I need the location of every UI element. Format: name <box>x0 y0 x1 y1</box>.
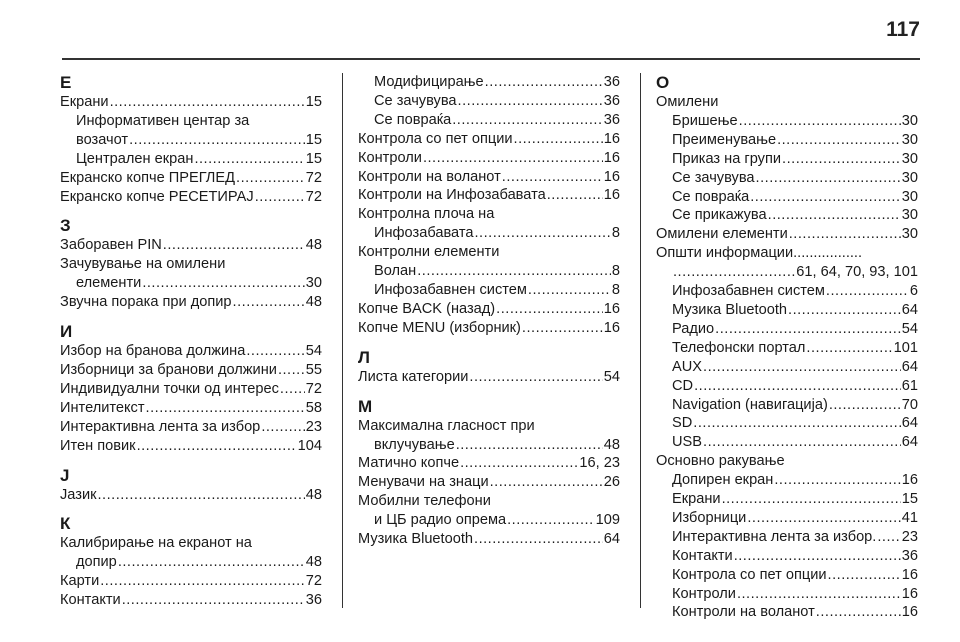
index-entry-heading: Контролна плоча на <box>358 206 495 223</box>
index-letter-heading: З <box>60 216 71 236</box>
leader-dots <box>233 293 305 312</box>
index-letter-heading: Ј <box>60 465 70 485</box>
leader-dots <box>502 168 603 187</box>
leader-dots <box>417 262 611 281</box>
index-page-ref: 16 <box>603 149 620 166</box>
index-letter-heading: И <box>60 322 73 342</box>
leader-dots <box>423 149 603 168</box>
index-entry-label: Централен екран <box>76 150 194 167</box>
index-page-ref: 6 <box>909 283 918 300</box>
index-letter-heading: М <box>358 396 373 416</box>
index-page-ref: 41 <box>901 509 918 526</box>
index-entry-label: Приказ на групи <box>672 150 782 167</box>
index-entry <box>656 471 918 490</box>
index-page-ref: 64 <box>901 415 918 432</box>
index-entry <box>358 511 620 530</box>
index-page-ref: 16 <box>603 300 620 317</box>
index-page-ref: 30 <box>305 275 322 292</box>
index-entry-label: допир <box>76 554 117 571</box>
index-page-ref: 48 <box>305 237 322 254</box>
leader-dots <box>756 169 901 188</box>
index-entry <box>358 300 620 319</box>
index-entry <box>656 509 918 528</box>
leader-dots <box>877 528 900 547</box>
index-entry <box>60 131 322 150</box>
index-entry-label: Контрола со пет опции <box>358 130 513 147</box>
index-entry-label: Телефонски портал <box>672 339 806 356</box>
index-entry <box>60 274 322 293</box>
index-page-ref: 48 <box>305 294 322 311</box>
leader-dots <box>452 111 603 130</box>
index-entry-label: Се повраќа <box>374 111 452 128</box>
leader-dots <box>122 591 305 610</box>
leader-dots <box>777 131 901 150</box>
leader-dots <box>782 150 901 169</box>
index-entry-label: Менувачи на знаци <box>358 474 489 491</box>
leader-dots <box>768 206 901 225</box>
index-entry-label: USB <box>672 434 703 451</box>
index-entry-label: Контроли на воланот <box>672 604 815 621</box>
index-entry <box>656 414 918 433</box>
index-entry-heading: Основно ракување <box>656 453 785 470</box>
index-entry <box>656 396 918 415</box>
index-entry-heading: Калибрирање на екранот на <box>60 535 252 552</box>
index-page-ref: 16 <box>603 168 620 185</box>
index-entry-label: Заборавен PIN <box>60 237 162 254</box>
index-entry <box>656 547 918 566</box>
leader-dots <box>722 490 901 509</box>
index-entry <box>60 486 322 505</box>
leader-dots <box>278 361 305 380</box>
index-entry-label: Инфозабавнен систем <box>672 283 825 300</box>
leader-dots <box>747 509 900 528</box>
index-entry-label: Копче BACK (назад) <box>358 300 496 317</box>
index-entry-label: Јазик <box>60 486 97 503</box>
index-page-ref: 30 <box>901 112 918 129</box>
index-letter-heading: Е <box>60 73 72 92</box>
leader-dots <box>734 547 901 566</box>
index-page-ref: 36 <box>603 111 620 128</box>
index-page-ref: 30 <box>901 131 918 148</box>
index-entry <box>656 320 918 339</box>
index-page-ref: 30 <box>901 169 918 186</box>
index-page-ref: 36 <box>603 92 620 109</box>
index-entry-label: Изборници за бранови должини <box>60 361 277 378</box>
leader-dots <box>788 301 901 320</box>
leader-dots <box>261 418 304 437</box>
index-column-3 <box>656 73 918 622</box>
index-entry <box>656 188 918 207</box>
leader-dots <box>110 93 305 112</box>
index-entry <box>60 188 322 207</box>
index-entry-label: Интелитекст <box>60 399 145 416</box>
index-entry <box>656 263 918 282</box>
leader-dots <box>806 339 892 358</box>
index-entry <box>60 553 322 572</box>
index-entry <box>358 319 620 338</box>
index-entry-label: Се повраќа <box>672 188 750 205</box>
index-entry <box>656 377 918 396</box>
index-page-ref: 16 <box>901 566 918 583</box>
index-page-ref: 64 <box>603 531 620 548</box>
index-page-ref: 54 <box>305 343 322 360</box>
index-letter-heading: Л <box>358 347 370 367</box>
index-entry-label: Омилени елементи <box>656 226 788 243</box>
leader-dots <box>137 437 297 456</box>
index-entry-label: Итен повик <box>60 437 136 454</box>
leader-dots <box>118 553 305 572</box>
index-page-ref: 16, 23 <box>579 455 620 472</box>
index-entry <box>358 186 620 205</box>
index-page-ref: 16 <box>603 319 620 336</box>
index-entry <box>656 112 918 131</box>
index-entry <box>60 236 322 255</box>
leader-dots <box>163 236 305 255</box>
index-page-ref: 72 <box>305 573 322 590</box>
index-entry <box>60 150 322 169</box>
leader-dots <box>693 414 900 433</box>
index-entry <box>358 149 620 168</box>
index-entry-label: Матично копче <box>358 455 460 472</box>
leader-dots <box>816 603 901 622</box>
index-entry-label: Радио <box>672 320 715 337</box>
index-page-ref: 8 <box>611 281 620 298</box>
index-entry-label: Листа категории <box>358 368 469 385</box>
index-entry-label: Контроли на воланот <box>358 168 501 185</box>
index-page-ref: 48 <box>305 486 322 503</box>
index-entry-label: Контакти <box>60 592 121 609</box>
index-page-ref: 23 <box>901 528 918 545</box>
leader-dots <box>514 130 603 149</box>
index-entry-label: Звучна порака при допир <box>60 294 232 311</box>
index-entry-label: Се прикажува <box>672 207 767 224</box>
index-entry-label: Копче MENU (изборник) <box>358 319 521 336</box>
index-entry <box>656 433 918 452</box>
index-page-ref: 36 <box>305 592 322 609</box>
index-entry <box>60 169 322 188</box>
index-entry <box>656 528 918 547</box>
index-entry-heading: Информативен центар за <box>76 112 250 129</box>
index-entry-heading: Општи информации................. <box>656 245 863 262</box>
index-entry-label: Бришење <box>672 112 738 129</box>
index-entry-label: Контакти <box>672 547 733 564</box>
index-entry-label: и ЦБ радио опрема <box>374 512 507 529</box>
index-entry-label: Контрола со пет опции <box>672 566 827 583</box>
index-entry <box>656 603 918 622</box>
leader-dots <box>826 282 909 301</box>
index-entry-label: Музика Bluetooth <box>672 301 788 318</box>
leader-dots <box>142 274 304 293</box>
index-entry-label: Допирен екран <box>672 472 774 489</box>
index-entry <box>656 150 918 169</box>
index-entry <box>656 490 918 509</box>
index-page-ref: 26 <box>603 474 620 491</box>
header-rule <box>62 58 920 60</box>
index-page-ref: 64 <box>901 434 918 451</box>
index-entry-label: Инфозабавата <box>374 225 474 242</box>
leader-dots <box>129 131 305 150</box>
column-divider <box>640 73 641 608</box>
leader-dots <box>750 188 901 207</box>
index-entry-label: Инфозабавнен систем <box>374 281 527 298</box>
index-page-ref: 72 <box>305 169 322 186</box>
column-divider <box>342 73 343 608</box>
index-entry <box>656 282 918 301</box>
index-entry <box>358 224 620 243</box>
index-entry <box>60 380 322 399</box>
index-page-ref: 30 <box>901 226 918 243</box>
index-entry-label: Интерактивна лента за избор. <box>672 528 877 545</box>
leader-dots <box>507 511 595 530</box>
index-page-ref: 23 <box>305 418 322 435</box>
index-entry <box>656 301 918 320</box>
leader-dots <box>255 188 305 207</box>
index-entry-label: елементи <box>76 275 142 292</box>
index-entry-heading: Максимална гласност при <box>358 417 535 434</box>
index-entry-label: Контроли <box>358 149 422 166</box>
leader-dots <box>829 396 901 415</box>
index-page-ref: 72 <box>305 188 322 205</box>
leader-dots <box>737 585 901 604</box>
index-entry <box>358 73 620 92</box>
leader-dots <box>97 486 304 505</box>
leader-dots <box>460 454 578 473</box>
index-page-ref: 15 <box>305 94 322 110</box>
index-page-ref: 54 <box>901 320 918 337</box>
index-entry <box>656 169 918 188</box>
index-entry-heading: Мобилни телефони <box>358 493 491 510</box>
index-entry <box>60 591 322 610</box>
index-entry-label: Интерактивна лента за избор <box>60 418 261 435</box>
index-entry <box>60 572 322 591</box>
index-entry <box>656 206 918 225</box>
index-entry <box>358 436 620 455</box>
leader-dots <box>194 150 304 169</box>
index-page-ref: 55 <box>305 361 322 378</box>
leader-dots <box>694 377 901 396</box>
leader-dots <box>496 300 603 319</box>
leader-dots <box>490 473 603 492</box>
index-entry <box>656 131 918 150</box>
index-letter-heading: К <box>60 514 71 534</box>
index-entry-label: Екрани <box>672 491 721 508</box>
index-entry <box>358 281 620 300</box>
index-page-ref: 36 <box>901 547 918 564</box>
leader-dots <box>828 566 901 585</box>
leader-dots <box>715 320 901 339</box>
leader-dots <box>236 169 305 188</box>
index-entry <box>358 111 620 130</box>
index-page-ref: 8 <box>611 263 620 280</box>
index-entry <box>358 473 620 492</box>
index-entry <box>656 358 918 377</box>
index-entry-label: Navigation (навигација) <box>672 396 828 413</box>
index-page-ref: 16 <box>901 472 918 489</box>
leader-dots <box>547 186 603 205</box>
index-page-ref: 72 <box>305 380 322 397</box>
leader-dots <box>456 436 603 455</box>
index-entry <box>656 566 918 585</box>
index-entry-label: Контроли на Инфозабавата <box>358 187 546 204</box>
leader-dots <box>522 319 603 338</box>
index-entry <box>358 262 620 281</box>
index-page-ref: 104 <box>297 437 322 454</box>
index-entry-label: возачот <box>76 131 129 148</box>
index-entry <box>656 225 918 244</box>
leader-dots <box>673 263 795 282</box>
index-entry <box>358 168 620 187</box>
index-page-ref: 64 <box>901 301 918 318</box>
index-entry <box>60 293 322 312</box>
index-entry-label: вклучување <box>374 436 455 453</box>
index-page-ref: 54 <box>603 368 620 385</box>
leader-dots <box>789 225 901 244</box>
index-letter-heading: О <box>656 73 670 92</box>
index-entry-label: Индивидуални точки од интерес <box>60 380 279 397</box>
index-entry-label: CD <box>672 377 694 394</box>
index-entry-label: Преименување <box>672 131 777 148</box>
index-entry-heading: Омилени <box>656 94 719 110</box>
index-page-ref: 30 <box>901 207 918 224</box>
leader-dots <box>774 471 900 490</box>
leader-dots <box>703 358 901 377</box>
leader-dots <box>146 399 305 418</box>
index-page-ref: 30 <box>901 150 918 167</box>
index-entry-label: Волан <box>374 263 417 280</box>
index-entry-label: Контроли <box>672 585 736 602</box>
index-page-ref: 16 <box>901 585 918 602</box>
index-page-ref: 16 <box>603 187 620 204</box>
index-entry <box>656 585 918 604</box>
index-entry <box>358 530 620 549</box>
index-page-ref: 61 <box>901 377 918 394</box>
index-page-ref: 15 <box>305 150 322 167</box>
index-entry-label: SD <box>672 415 693 432</box>
leader-dots <box>739 112 901 131</box>
index-entry-label: Екранско копче ПРЕГЛЕД <box>60 169 236 186</box>
index-entry-label: Модифицирање <box>374 74 484 90</box>
index-entry <box>358 368 620 387</box>
index-page-ref: 15 <box>901 491 918 508</box>
index-entry <box>60 361 322 380</box>
index-entry <box>60 418 322 437</box>
page-number: 117 <box>886 18 920 41</box>
leader-dots <box>246 342 304 361</box>
leader-dots <box>469 368 602 387</box>
index-column-1 <box>60 73 322 610</box>
leader-dots <box>485 73 603 92</box>
leader-dots <box>474 530 603 549</box>
index-page-ref: 58 <box>305 399 322 416</box>
leader-dots <box>474 224 610 243</box>
index-entry-label: Изборници <box>672 509 747 526</box>
index-entry <box>656 339 918 358</box>
index-entry-label: Музика Bluetooth <box>358 531 474 548</box>
leader-dots <box>458 92 603 111</box>
index-page-ref: 61, 64, 70, 93, 101 <box>796 264 918 281</box>
index-page-ref: 109 <box>595 512 620 529</box>
index-entry-label: Екранско копче РЕСЕТИРАЈ <box>60 188 254 205</box>
index-entry <box>60 399 322 418</box>
index-page-ref: 30 <box>901 188 918 205</box>
index-page-ref: 15 <box>305 131 322 148</box>
index-page-ref: 48 <box>305 554 322 571</box>
leader-dots <box>100 572 305 591</box>
index-entry <box>358 454 620 473</box>
index-page-ref: 16 <box>901 604 918 621</box>
index-entry-heading: Контролни елементи <box>358 244 500 261</box>
index-entry-label: Се зачувува <box>374 92 457 109</box>
index-page-ref: 101 <box>893 339 918 356</box>
index-entry <box>60 93 322 112</box>
index-entry-label: Екрани <box>60 94 109 110</box>
index-entry <box>358 130 620 149</box>
leader-dots <box>528 281 611 300</box>
index-entry-label: Карти <box>60 573 100 590</box>
index-page-ref: 16 <box>603 130 620 147</box>
index-page-ref: 8 <box>611 225 620 242</box>
index-page-ref: 36 <box>603 74 620 90</box>
index-entry <box>358 92 620 111</box>
index-page-ref: 64 <box>901 358 918 375</box>
index-entry <box>60 342 322 361</box>
index-page-ref: 48 <box>603 436 620 453</box>
index-entry-label: Се зачувува <box>672 169 755 186</box>
index-page-ref: 70 <box>901 396 918 413</box>
leader-dots <box>280 380 305 399</box>
index-entry <box>60 437 322 456</box>
index-entry-label: Избор на бранова должина <box>60 343 246 360</box>
leader-dots <box>703 433 901 452</box>
index-column-2 <box>358 73 620 549</box>
index-entry-heading: Зачувување на омилени <box>60 256 226 273</box>
index-entry-label: AUX <box>672 358 703 375</box>
